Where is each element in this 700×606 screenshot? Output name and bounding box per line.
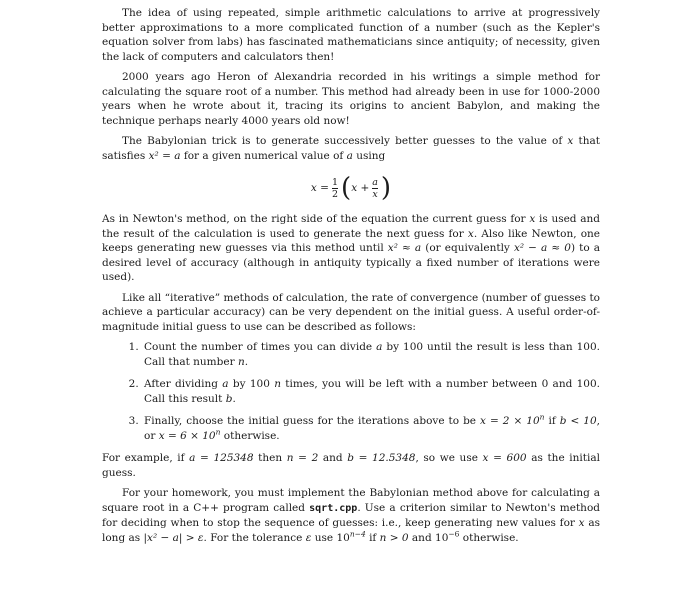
list-item: 2. After dividing a by 100 n times, you will be left with a number between 0 and 100. Call this result b. [142,377,600,406]
fraction-one-half: $\frac{1}{2}$ [331,176,339,200]
paragraph-homework: For your homework, you must implement the Babylonian method above for calculating a square root in a C++ program called sqrt.cpp. Use a criterion similar to Newton's method for deciding when to stop the sequence of guesses: i.e., keep generating new values for x as long as |x² − a| > ε. For the tolerance ε use $10^{n-4}$ if n > 0 and $10^{-6}$ otherwise. [102,487,600,544]
filename: sqrt.cpp [309,502,358,514]
paragraph-newton: As in Newton's method, on the right side of the equation the current guess for x is used and the result of the calculation is used to generate the next guess for x. Also like Newton, one keeps generating new guesses via this method until x² ≈ a (or equivalently x² − a ≈ 0) to a desired level of accuracy (although in antiquity typically a fixed number of iterations were used). [102,213,601,283]
paragraph-example: For example, if a = 125348 then n = 2 and b = 12.5348, so we use x = 600 as the initial guess. [102,452,600,479]
paragraph-babylonian: The Babylonian trick is to generate successively better guesses to the value of x that satisfies x² = a for a given numerical value of a using [102,135,600,162]
fraction-a-over-x: $\frac{a}{x}$ [372,176,378,200]
list-item: 1. Count the number of times you can divide a by 100 until the result is less than 100. Call that number n. [142,340,600,369]
paragraph-heron: 2000 years ago Heron of Alexandria recorded in his writings a simple method for calculating the square root of a number. This method had already been in use for 1000-2000 years when he wrote about it, tracing its origins to ancient Babylon, and making the technique perhaps nearly 4000 years old now! [102,71,600,127]
list-item: 3. Finally, choose the initial guess for the iterations above to be $x = 2 \times 10^n$ if b < 10, or $x = 6 \times 10^n$ otherwise. [142,414,600,443]
initial-guess-steps [102,340,600,443]
paragraph-convergence: Like all “iterative” methods of calculation, the rate of convergence (number of guesses to achieve a particular accuracy) can be very dependent on the initial guess. A useful order-of-magnitude initial guess to use can be described as follows: [102,291,600,333]
paragraph-intro: The idea of using repeated, simple arithmetic calculations to arrive at progressively better approximations to a more complicated function of a number (such as the Kepler's equation solver from labs) has fascinated mathematicians since antiquity; of necessity, given the lack of computers and calculators then! [102,7,600,63]
document-page [102,6,600,545]
babylonian-equation: x = $\frac{1}{2}$ ( x + $\frac{a}{x}$ ) [310,173,392,203]
